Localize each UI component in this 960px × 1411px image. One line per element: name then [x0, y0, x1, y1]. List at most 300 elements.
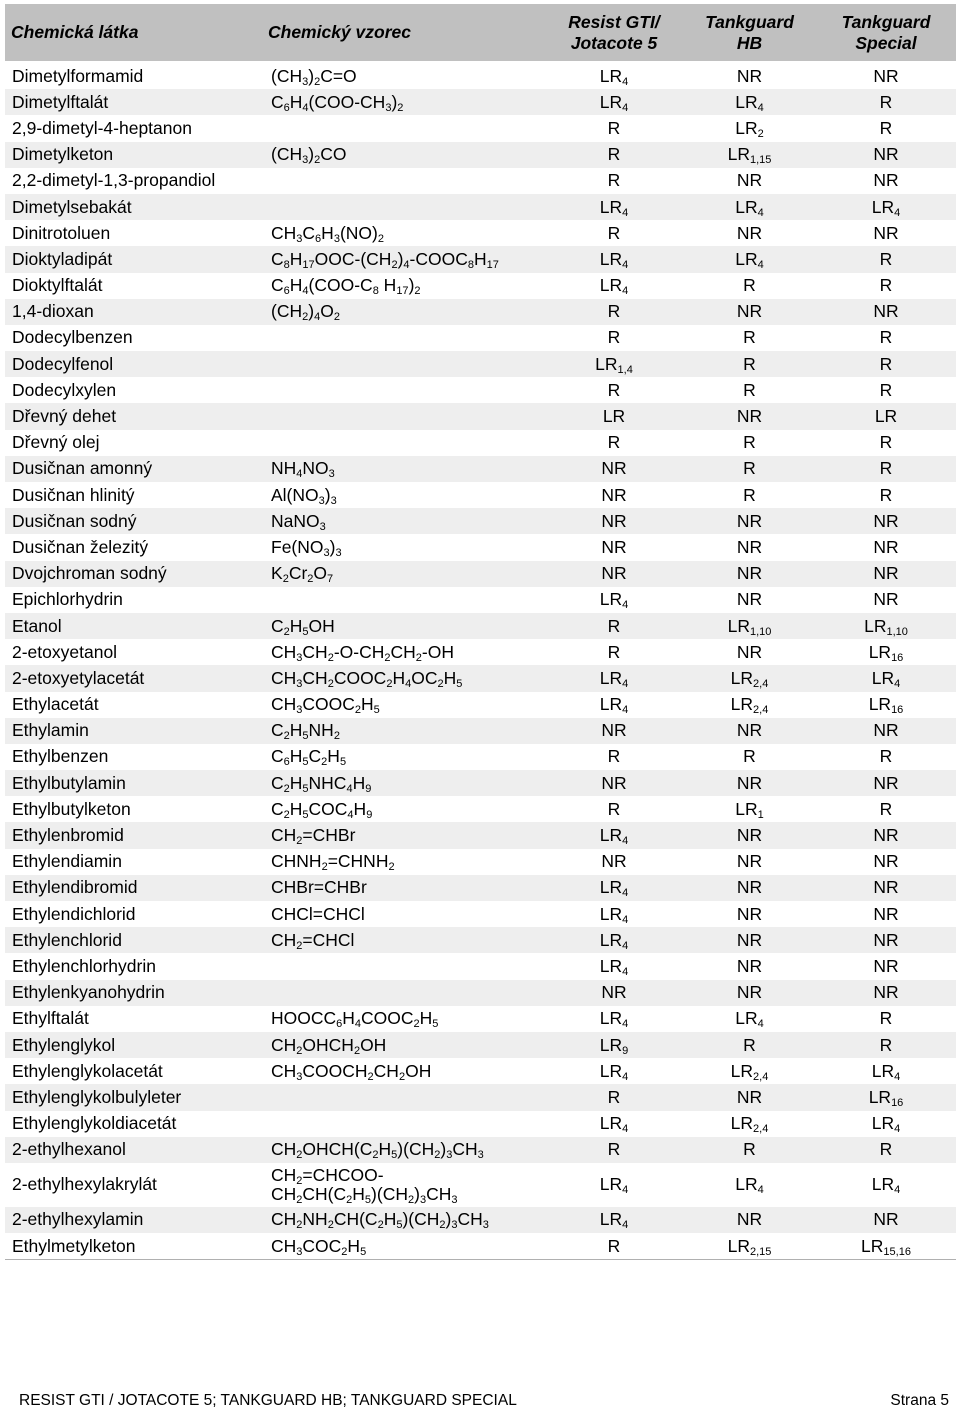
formula-text: C	[271, 275, 284, 296]
rating-value: NR	[736, 641, 763, 662]
rating-value: R	[607, 379, 621, 400]
rating-value: NR	[601, 458, 627, 479]
substance-name: Dioktylftalát	[5, 273, 262, 299]
rating-special	[816, 89, 956, 115]
substance-name: Ethylenbromid	[5, 822, 262, 848]
formula-text: )	[397, 248, 404, 269]
rating-hb	[683, 456, 816, 482]
rating-resist	[545, 953, 683, 979]
formula-text: )(CH	[371, 1183, 408, 1204]
formula-subscript: 2	[384, 651, 391, 664]
substance-name: Ethylenchlorhydrin	[5, 953, 262, 979]
rating-value: R	[879, 458, 893, 479]
rating-value: R	[743, 353, 756, 374]
formula-text: C	[271, 248, 284, 269]
formula-text: COOC	[361, 1008, 414, 1029]
rating-value: LR	[599, 248, 623, 269]
substance-name: Ethylenglykolacetát	[5, 1058, 262, 1084]
formula-subscript: 3	[333, 232, 340, 245]
formula-subscript: 5	[302, 756, 309, 769]
rating-value: NR	[736, 825, 763, 846]
rating-value: LR	[599, 1209, 623, 1230]
rating-note-ref: 4	[894, 677, 901, 690]
formula-text: H	[289, 746, 303, 767]
rating-value: R	[607, 222, 621, 243]
formula-text: H	[289, 248, 303, 269]
formula-text: HOOCC	[271, 1008, 337, 1029]
rating-hb	[683, 403, 816, 429]
table-header-row	[5, 4, 956, 62]
rating-note-ref: 16	[891, 651, 904, 664]
table-row	[5, 692, 956, 718]
rating-value: R	[879, 353, 893, 374]
rating-special	[816, 377, 956, 403]
formula-text: )	[408, 275, 415, 296]
formula-text: C	[271, 615, 284, 636]
rating-hb	[683, 639, 816, 665]
rating-special	[816, 351, 956, 377]
rating-hb	[683, 351, 816, 377]
formula-subscript: 2	[346, 1193, 353, 1206]
formula-text: CH	[271, 1164, 297, 1185]
rating-special	[816, 561, 956, 587]
rating-resist	[545, 1233, 683, 1260]
rating-value: LR	[871, 196, 895, 217]
formula-subscript: 2	[296, 1174, 303, 1187]
table-row	[5, 534, 956, 560]
rating-value: LR	[599, 825, 623, 846]
formula-text: =CHCl	[302, 929, 355, 950]
substance-name: Ethylendibromid	[5, 875, 262, 901]
rating-value: R	[743, 432, 756, 453]
rating-value: LR	[730, 1113, 754, 1134]
substance-name: 2-ethylhexylakrylát	[5, 1163, 262, 1207]
table-row	[5, 613, 956, 639]
formula-text: )	[308, 301, 315, 322]
rating-note-ref: 4	[757, 258, 764, 271]
footer-page-number: Strana 5	[890, 1392, 949, 1409]
rating-note-ref: 4	[757, 101, 764, 114]
rating-value: NR	[736, 772, 763, 793]
formula-subscript: 7	[327, 573, 334, 586]
rating-value: R	[743, 746, 756, 767]
rating-note-ref: 9	[622, 1044, 629, 1057]
formula-subscript: 8	[467, 258, 474, 271]
table-row	[5, 299, 956, 325]
formula-text: Al(NO	[271, 484, 319, 505]
table-row	[5, 796, 956, 822]
chemical-formula	[262, 849, 545, 875]
formula-text: OOC-(CH	[314, 248, 392, 269]
rating-resist	[545, 351, 683, 377]
rating-resist	[545, 927, 683, 953]
formula-subscript: 4	[347, 808, 354, 821]
rating-special	[816, 482, 956, 508]
formula-text: CO	[320, 144, 347, 165]
rating-value: NR	[873, 851, 899, 872]
rating-value: NR	[601, 563, 627, 584]
rating-special	[816, 665, 956, 691]
formula-text: H	[473, 248, 487, 269]
rating-resist	[545, 744, 683, 770]
formula-text: )	[308, 65, 315, 86]
rating-resist	[545, 770, 683, 796]
rating-value: R	[743, 379, 756, 400]
rating-resist	[545, 561, 683, 587]
formula-text: COOCH	[302, 1060, 368, 1081]
header-tankguard-special: Tankguard Special	[816, 4, 956, 62]
rating-value: R	[607, 798, 621, 819]
rating-note-ref: 4	[622, 206, 629, 219]
table-row	[5, 273, 956, 299]
substance-name: 2-etoxyetylacetát	[5, 665, 262, 691]
formula-text: (CH	[271, 301, 303, 322]
formula-text: OH	[405, 1060, 432, 1081]
chemical-formula	[262, 1084, 545, 1110]
table-row	[5, 508, 956, 534]
formula-subscript: 3	[296, 677, 303, 690]
rating-note-ref: 2,4	[753, 677, 769, 690]
formula-text: -O-CH	[333, 641, 385, 662]
formula-text: NHC	[308, 772, 347, 793]
rating-hb	[683, 115, 816, 141]
formula-text: CHNH	[271, 851, 322, 872]
page-footer	[19, 1392, 949, 1410]
formula-text: CH	[452, 1139, 478, 1160]
rating-value: LR	[871, 1174, 895, 1195]
formula-text: CHBr=CHBr	[271, 877, 367, 898]
rating-hb	[683, 246, 816, 272]
formula-subscript: 2	[314, 75, 321, 88]
rating-hb	[683, 613, 816, 639]
rating-resist	[545, 273, 683, 299]
rating-hb	[683, 89, 816, 115]
formula-subscript: 2	[327, 677, 334, 690]
formula-subscript: 17	[302, 258, 315, 271]
table-row	[5, 561, 956, 587]
rating-resist	[545, 89, 683, 115]
chemical-formula	[262, 482, 545, 508]
chemical-formula	[262, 927, 545, 953]
rating-note-ref: 4	[622, 75, 629, 88]
rating-value: NR	[736, 406, 763, 427]
rating-value: R	[879, 484, 893, 505]
formula-subscript: 5	[302, 730, 309, 743]
rating-note-ref: 4	[622, 704, 629, 717]
formula-text: C	[271, 798, 284, 819]
table-row	[5, 430, 956, 456]
rating-special	[816, 1137, 956, 1163]
formula-text: CH	[390, 641, 416, 662]
rating-special	[816, 1058, 956, 1084]
formula-text: OH	[308, 615, 335, 636]
rating-resist	[545, 299, 683, 325]
rating-value: R	[879, 798, 893, 819]
rating-hb	[683, 220, 816, 246]
rating-value: NR	[873, 65, 899, 86]
formula-subscript: 2	[283, 808, 290, 821]
rating-value: LR	[599, 91, 623, 112]
table-row	[5, 1006, 956, 1032]
substance-name: Dimetylftalát	[5, 89, 262, 115]
substance-name: Ethylftalát	[5, 1006, 262, 1032]
formula-subscript: 2	[434, 1149, 441, 1162]
formula-text: COOC	[333, 667, 387, 688]
substance-name: Dusičnan sodný	[5, 508, 262, 534]
rating-value: R	[879, 1034, 893, 1055]
formula-text: CH	[373, 1060, 399, 1081]
formula-subscript: 2	[296, 1044, 303, 1057]
substance-name: Dřevný olej	[5, 430, 262, 456]
rating-hb	[683, 744, 816, 770]
rating-hb	[683, 1084, 816, 1110]
formula-text: CH(C	[333, 1209, 378, 1230]
rating-value: LR	[599, 1113, 623, 1134]
formula-text: (COO-C	[308, 275, 373, 296]
substance-name: Dimetylformamid	[5, 62, 262, 89]
substance-name: Dvojchroman sodný	[5, 561, 262, 587]
formula-subscript: 2	[386, 677, 393, 690]
rating-resist	[545, 62, 683, 89]
rating-value: NR	[736, 903, 763, 924]
rating-value: LR	[735, 196, 758, 217]
rating-note-ref: 1,10	[749, 625, 772, 638]
rating-value: NR	[873, 720, 899, 741]
rating-special	[816, 62, 956, 89]
formula-subscript: 2	[413, 1018, 420, 1031]
chemical-formula	[262, 587, 545, 613]
substance-name: Dimetylsebakát	[5, 194, 262, 220]
formula-text: NH	[271, 458, 297, 479]
rating-hb	[683, 194, 816, 220]
formula-text: =CHNH	[327, 851, 389, 872]
rating-special	[816, 980, 956, 1006]
formula-subscript: 3	[319, 520, 326, 533]
rating-value: R	[743, 1139, 756, 1160]
rating-value: LR	[599, 589, 623, 610]
rating-note-ref: 4	[622, 1018, 629, 1031]
rating-hb	[683, 796, 816, 822]
rating-value: LR	[735, 1008, 758, 1029]
formula-subscript: 2	[314, 154, 321, 167]
chemical-formula	[262, 1233, 545, 1260]
rating-hb	[683, 1207, 816, 1233]
rating-hb	[683, 587, 816, 613]
formula-text: C	[271, 720, 284, 741]
chemical-formula	[262, 351, 545, 377]
formula-text: )(CH	[397, 1139, 435, 1160]
substance-name: Etanol	[5, 613, 262, 639]
formula-text: CH	[271, 825, 297, 846]
rating-special	[816, 770, 956, 796]
rating-value: LR	[599, 196, 623, 217]
rating-resist	[545, 377, 683, 403]
formula-subscript: 17	[486, 258, 499, 271]
formula-text: H	[378, 1139, 392, 1160]
rating-hb	[683, 980, 816, 1006]
formula-text: )(CH	[402, 1209, 440, 1230]
rating-note-ref: 1,4	[617, 363, 633, 376]
table-row	[5, 744, 956, 770]
rating-special	[816, 168, 956, 194]
formula-subscript: 2	[283, 730, 290, 743]
rating-value: NR	[873, 144, 899, 165]
rating-value: NR	[601, 982, 627, 1003]
rating-value: R	[879, 327, 893, 348]
formula-text: )	[329, 536, 336, 557]
table-row	[5, 1137, 956, 1163]
formula-text: H	[352, 1183, 365, 1204]
table-body	[5, 62, 956, 1260]
formula-text: H	[392, 667, 406, 688]
formula-subscript: 5	[456, 677, 463, 690]
rating-note-ref: 1	[757, 808, 764, 821]
rating-resist	[545, 115, 683, 141]
rating-special	[816, 587, 956, 613]
rating-special	[816, 1233, 956, 1260]
rating-note-ref: 16	[891, 1096, 904, 1109]
formula-subscript: 5	[396, 1219, 403, 1232]
table-row	[5, 1163, 956, 1207]
formula-text: )	[308, 144, 315, 165]
rating-special	[816, 796, 956, 822]
rating-value: LR	[735, 117, 758, 138]
table-row	[5, 639, 956, 665]
rating-resist	[545, 980, 683, 1006]
rating-value: R	[743, 275, 756, 296]
substance-name: Dusičnan železitý	[5, 534, 262, 560]
header-tankguard-hb: Tankguard HB	[683, 4, 816, 62]
chemical-formula	[262, 299, 545, 325]
rating-special	[816, 430, 956, 456]
rating-value: R	[607, 432, 621, 453]
rating-value: NR	[873, 170, 899, 191]
rating-resist	[545, 142, 683, 168]
formula-text: H	[378, 275, 397, 296]
rating-value: NR	[736, 877, 763, 898]
formula-subscript: 2	[415, 651, 422, 664]
rating-value: LR	[868, 641, 892, 662]
rating-resist	[545, 246, 683, 272]
rating-value: R	[607, 746, 621, 767]
formula-text: H	[289, 772, 303, 793]
table-row	[5, 1233, 956, 1260]
substance-name: Dimetylketon	[5, 142, 262, 168]
formula-text: CH	[271, 667, 297, 688]
rating-value: R	[607, 327, 621, 348]
formula-text: NO	[302, 458, 329, 479]
rating-note-ref: 4	[622, 1184, 629, 1197]
rating-value: R	[607, 641, 621, 662]
formula-subscript: 17	[396, 285, 409, 298]
rating-note-ref: 4	[622, 1219, 629, 1232]
substance-name: Ethylendichlorid	[5, 901, 262, 927]
formula-subscript: 2	[437, 677, 444, 690]
rating-value: LR	[735, 248, 758, 269]
rating-note-ref: 16	[891, 704, 904, 717]
rating-resist	[545, 1032, 683, 1058]
chemical-formula	[262, 561, 545, 587]
rating-note-ref: 2	[757, 127, 764, 140]
rating-value: LR	[735, 1174, 758, 1195]
formula-text: CHCl=CHCl	[271, 903, 365, 924]
formula-text: H	[361, 694, 374, 715]
formula-subscript: 2	[353, 1044, 361, 1057]
rating-value: LR	[727, 1235, 750, 1256]
substance-name: Dusičnan amonný	[5, 456, 262, 482]
rating-resist	[545, 220, 683, 246]
rating-hb	[683, 901, 816, 927]
rating-resist	[545, 901, 683, 927]
rating-value: R	[743, 484, 756, 505]
formula-subscript: 2	[354, 704, 362, 717]
formula-subscript: 2	[377, 1219, 384, 1232]
formula-subscript: 5	[302, 782, 309, 795]
rating-value: R	[879, 746, 893, 767]
table-row	[5, 822, 956, 848]
formula-subscript: 5	[364, 1193, 372, 1206]
formula-subscript: 2	[372, 1149, 379, 1162]
formula-subscript: 3	[302, 154, 309, 167]
formula-subscript: 3	[296, 1245, 303, 1258]
formula-subscript: 3	[477, 1149, 484, 1162]
rating-resist	[545, 508, 683, 534]
formula-subscript: 5	[373, 704, 380, 717]
rating-hb	[683, 62, 816, 89]
table-row	[5, 901, 956, 927]
formula-subscript: 3	[446, 1149, 453, 1162]
rating-special	[816, 1207, 956, 1233]
formula-text: CH	[271, 1060, 297, 1081]
rating-value: LR	[599, 1008, 623, 1029]
formula-text: OH	[360, 1034, 387, 1055]
table-row	[5, 1111, 956, 1137]
chemical-formula	[262, 89, 545, 115]
formula-subscript: 4	[302, 285, 309, 298]
rating-hb	[683, 1137, 816, 1163]
chemical-formula	[262, 246, 545, 272]
chemical-formula	[262, 220, 545, 246]
formula-subscript: 2	[321, 756, 328, 769]
rating-special	[816, 115, 956, 141]
formula-subscript: 4	[346, 782, 353, 795]
rating-note-ref: 2,4	[753, 704, 769, 717]
rating-resist	[545, 796, 683, 822]
rating-special	[816, 849, 956, 875]
chemical-formula	[262, 168, 545, 194]
table-row	[5, 718, 956, 744]
rating-value: NR	[736, 851, 763, 872]
rating-hb	[683, 822, 816, 848]
formula-text: C	[271, 746, 284, 767]
rating-value: R	[607, 301, 621, 322]
rating-value: LR	[599, 1060, 623, 1081]
rating-value: R	[607, 1086, 621, 1107]
rating-note-ref: 4	[757, 1184, 764, 1197]
formula-subscript: 2	[407, 1193, 415, 1206]
rating-value: NR	[736, 563, 763, 584]
substance-name: 2,9-dimetyl-4-heptanon	[5, 115, 262, 141]
table-row	[5, 927, 956, 953]
formula-text: H	[289, 275, 303, 296]
formula-text: )	[414, 1183, 420, 1204]
rating-value: NR	[873, 222, 899, 243]
rating-resist	[545, 692, 683, 718]
substance-name: Ethylendiamin	[5, 849, 262, 875]
rating-hb	[683, 299, 816, 325]
rating-note-ref: 4	[622, 835, 629, 848]
rating-value: NR	[736, 222, 763, 243]
